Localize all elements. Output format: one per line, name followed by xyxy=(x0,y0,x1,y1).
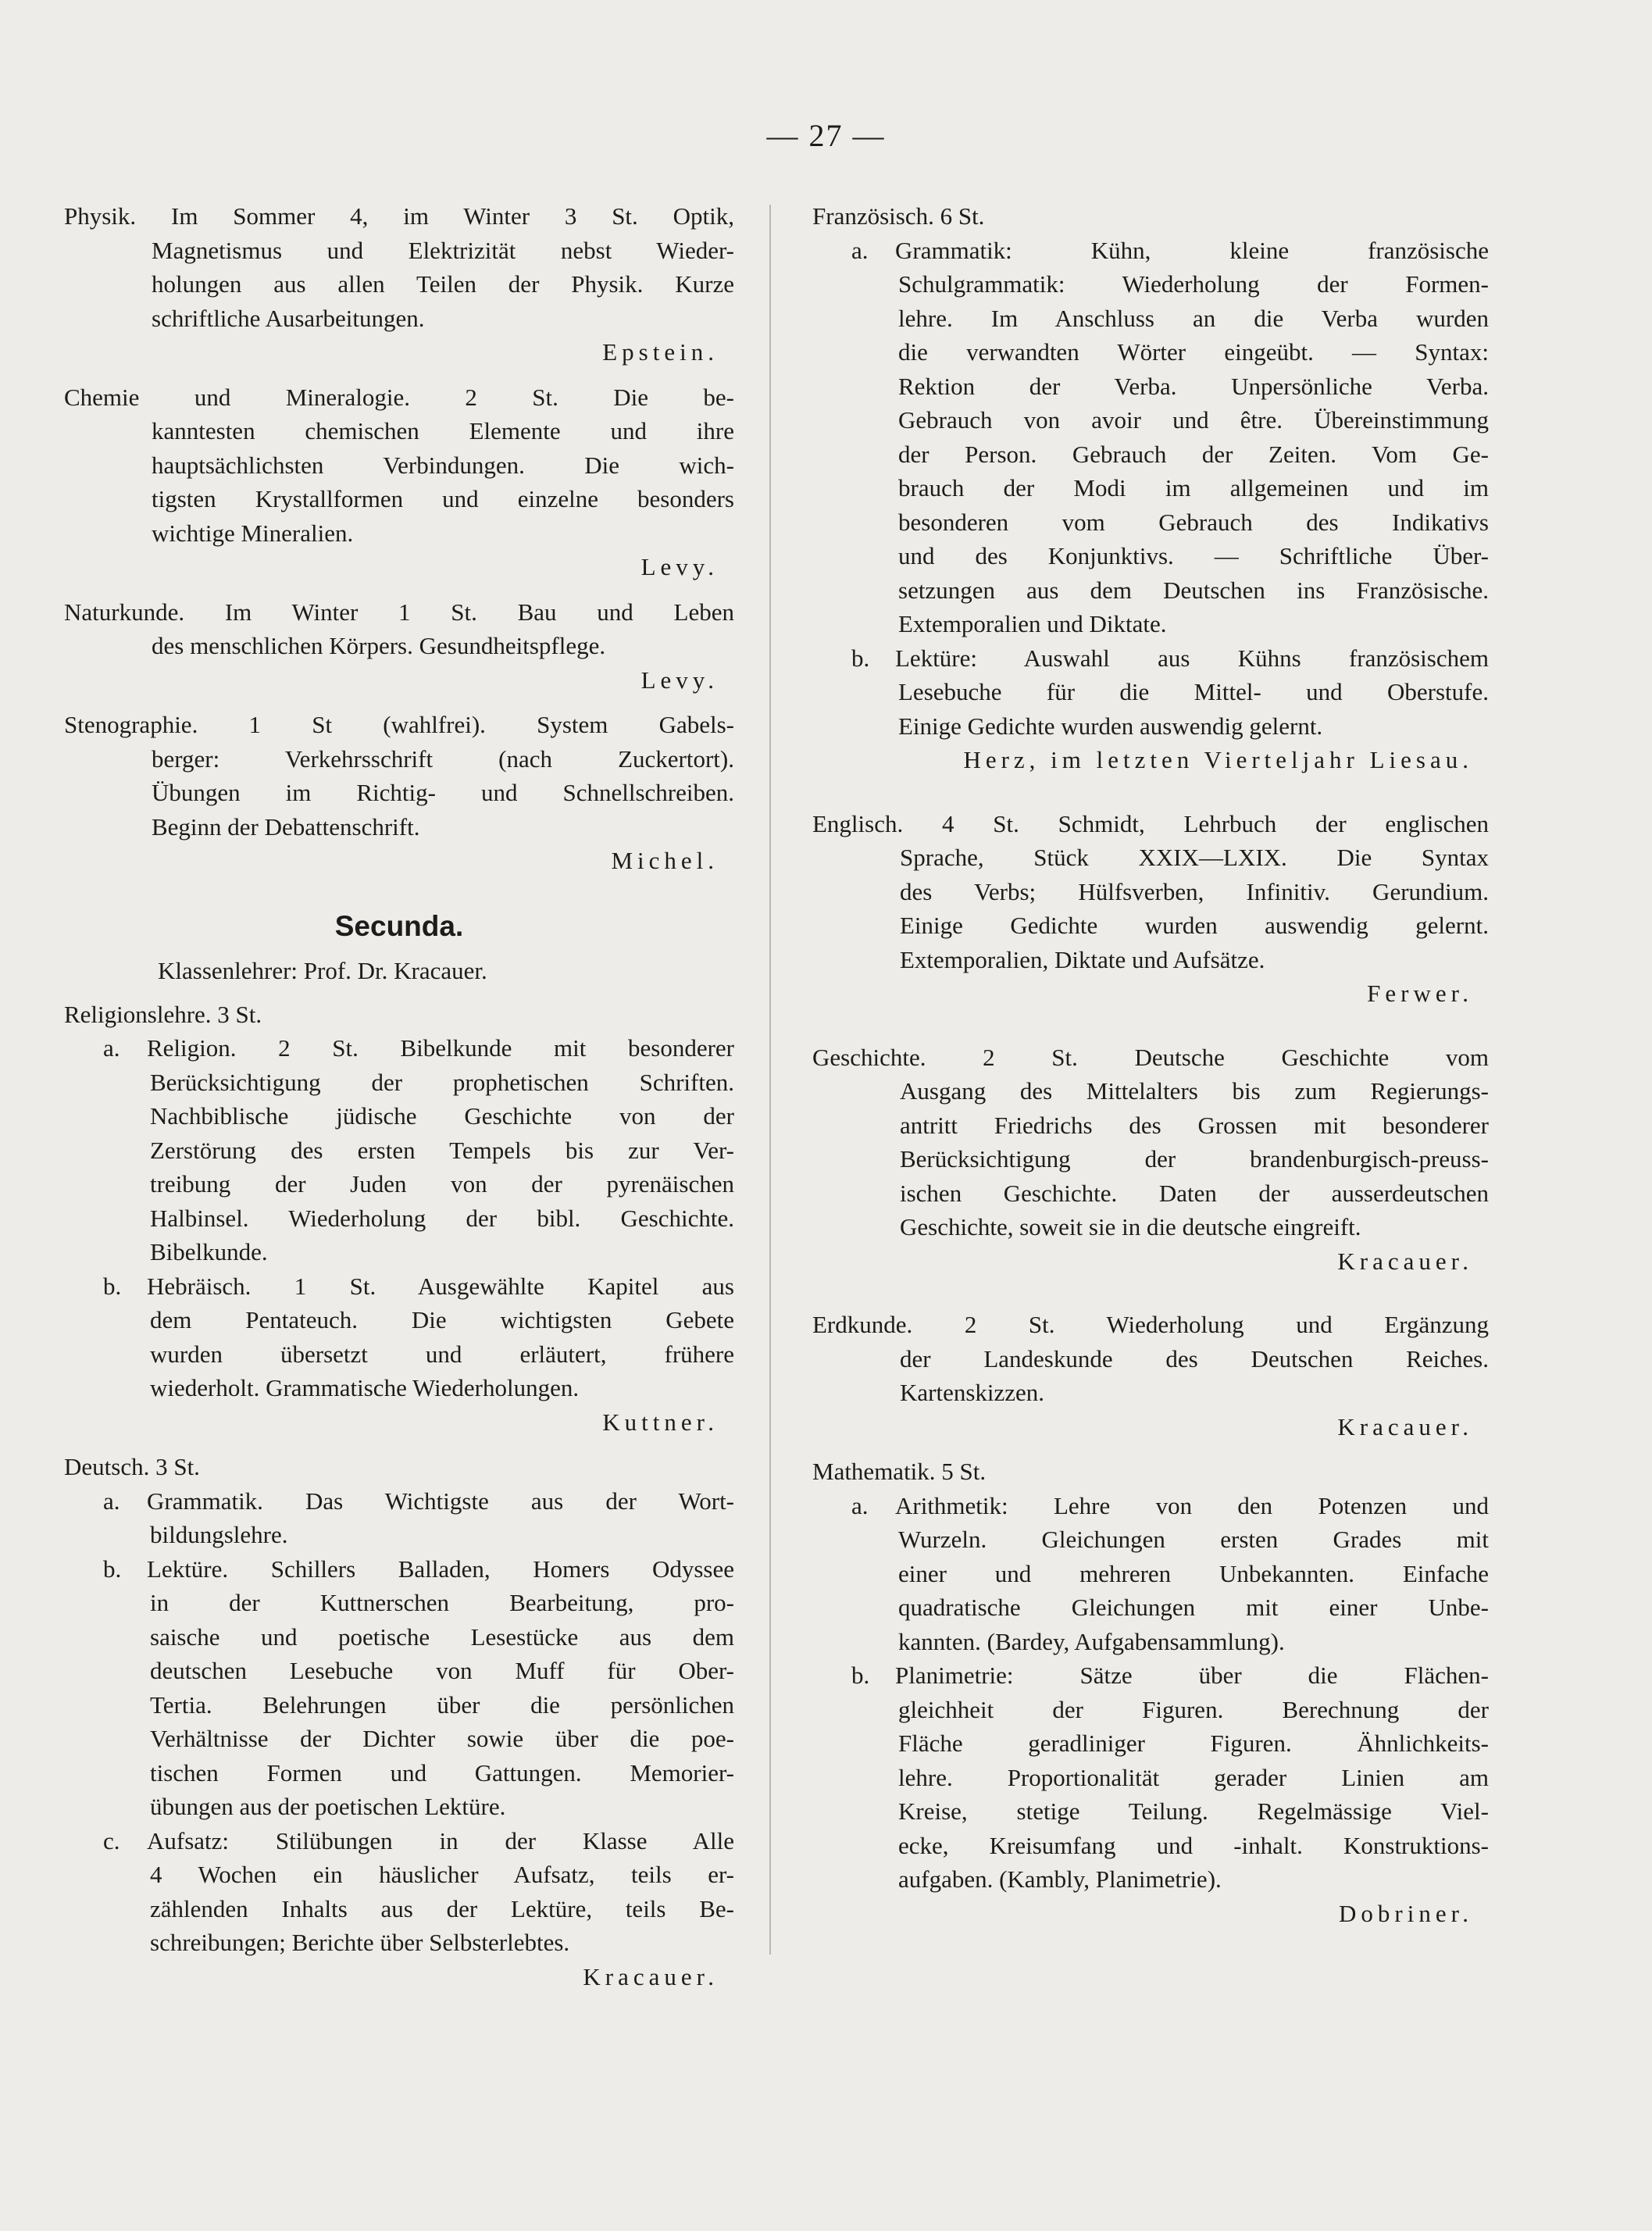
text-line: des Verbs; Hülfsverben, Infinitiv. Gerundium. xyxy=(900,877,1489,905)
item-label: b. xyxy=(103,1272,122,1300)
text-line: saische und poetische Lesestücke aus dem xyxy=(150,1622,734,1651)
mathe-a xyxy=(812,1489,1489,1659)
text-line: b. Lektüre. Schillers Balladen, Homers Odyssee xyxy=(64,1552,734,1587)
text-line: Gebrauch von avoir und être. Übereinstimmung xyxy=(898,406,1489,434)
text-line: Berücksichtigung der prophetischen Schriften. xyxy=(150,1068,734,1096)
text-line: b. Planimetrie: Sätze über die Flächen- xyxy=(812,1658,1489,1693)
deutsch-b xyxy=(64,1552,734,1824)
text-line: a. Arithmetik: Lehre von den Potenzen und xyxy=(812,1489,1489,1523)
item-label: b. xyxy=(851,1662,870,1689)
text-line: lehre. Proportionalität gerader Linien am xyxy=(898,1763,1489,1791)
text-line: tigsten Krystallformen und einzelne besonders xyxy=(152,485,734,512)
religionslehre-heading: Religionslehre. 3 St. xyxy=(64,1000,262,1028)
text-line: quadratische Gleichungen mit einer Unbe- xyxy=(898,1594,1489,1621)
author-epstein: Epstein. xyxy=(602,338,719,366)
text-line: Stenographie. 1 St (wahlfrei). System Gabels- xyxy=(64,711,734,738)
author-michel: Michel. xyxy=(611,847,719,874)
text-line: deutschen Lesebuche von Muff für Ober- xyxy=(150,1657,734,1684)
text-line: c. Aufsatz: Stilübungen in der Klasse Alle xyxy=(64,1824,734,1858)
item-label: a. xyxy=(851,1491,869,1519)
text-line: wiederholt. Grammatische Wiederholungen. xyxy=(150,1374,580,1401)
text-line: der Person. Gebrauch der Zeiten. Vom Ge- xyxy=(898,440,1489,468)
text-line: 4 Wochen ein häuslicher Aufsatz, teils er- xyxy=(150,1861,734,1888)
text-line: Einige Gedichte wurden auswendig gelernt. xyxy=(898,712,1323,740)
text-line: a. Grammatik. Das Wichtigste aus der Wort- xyxy=(64,1484,734,1519)
text-line: Kartenskizzen. xyxy=(900,1379,1045,1406)
text-line: tischen Formen und Gattungen. Memorier- xyxy=(150,1758,734,1787)
column-divider xyxy=(769,205,771,1954)
physik-entry xyxy=(64,199,734,369)
text-line: ecke, Kreisumfang und -inhalt. Konstruktions- xyxy=(898,1831,1489,1859)
text-line: treibung der Juden von der pyrenäischen xyxy=(150,1170,734,1198)
text-line: des menschlichen Körpers. Gesundheitspflege. xyxy=(152,632,606,659)
religion-a xyxy=(64,1031,734,1269)
text-line: Wurzeln. Gleichungen ersten Grades mit xyxy=(898,1526,1489,1553)
text-line: a. Grammatik: Kühn, kleine französische xyxy=(812,234,1489,268)
text-line: Berücksichtigung der brandenburgisch-preuss- xyxy=(900,1145,1489,1173)
item-label: c. xyxy=(103,1826,120,1854)
item-label: a. xyxy=(851,236,869,264)
text-line: besonderen vom Gebrauch des Indikativs xyxy=(898,508,1489,536)
text-line: Tertia. Belehrungen über die persönlichen xyxy=(150,1690,734,1719)
author-ferwer: Ferwer. xyxy=(1367,980,1473,1007)
text-line: Halbinsel. Wiederholung der bibl. Geschichte. xyxy=(150,1204,734,1232)
author-levy: Levy. xyxy=(640,553,719,580)
text-line: aufgaben. (Kambly, Planimetrie). xyxy=(898,1865,1222,1893)
deutsch-a xyxy=(64,1484,734,1552)
author-dobriner: Dobriner. xyxy=(1339,1899,1473,1927)
text-line: wurden übersetzt und erläutert, frühere xyxy=(150,1340,734,1368)
author-herz: Herz, im letzten Vierteljahr Liesau. xyxy=(963,746,1473,773)
text-line: Schulgrammatik: Wiederholung der Formen- xyxy=(898,270,1489,298)
text-line: Verhältnisse der Dichter sowie über die poe- xyxy=(150,1725,734,1752)
text-line: Ausgang des Mittelalters bis zum Regierungs- xyxy=(900,1077,1489,1105)
text-line: Lesebuche für die Mittel- und Oberstufe. xyxy=(898,678,1489,705)
text-line: kanntesten chemischen Elemente und ihre xyxy=(152,417,734,444)
item-label: b. xyxy=(851,644,870,672)
text-line: brauch der Modi im allgemeinen und im xyxy=(898,474,1489,502)
geschichte-entry xyxy=(812,1041,1489,1279)
englisch-entry xyxy=(812,807,1489,1011)
text-line: holungen aus allen Teilen der Physik. Kurze xyxy=(152,270,734,298)
author-kracauer: Kracauer. xyxy=(583,1962,719,1990)
text-line: übungen aus der poetischen Lektüre. xyxy=(150,1793,506,1820)
text-line: einer und mehreren Unbekannten. Einfache xyxy=(898,1559,1489,1587)
text-line: dem Pentateuch. Die wichtigsten Gebete xyxy=(150,1306,734,1333)
text-line: berger: Verkehrsschrift (nach Zuckertort). xyxy=(152,744,734,773)
author-kuttner: Kuttner. xyxy=(602,1408,719,1436)
erdkunde-entry xyxy=(812,1308,1489,1444)
text-line: Sprache, Stück XXIX—LXIX. Die Syntax xyxy=(900,844,1489,871)
religion-b xyxy=(64,1269,734,1405)
text-line: Einige Gedichte wurden auswendig gelernt. xyxy=(900,912,1489,939)
left-column xyxy=(64,199,734,2004)
text-line: Zerstörung des ersten Tempels bis zur Ver- xyxy=(150,1136,734,1164)
text-line: hauptsächlichsten Verbindungen. Die wich- xyxy=(152,451,734,479)
text-line: Extemporalien und Diktate. xyxy=(898,610,1167,637)
text-line: gleichheit der Figuren. Berechnung der xyxy=(898,1695,1489,1723)
chemie-entry xyxy=(64,380,734,584)
text-line: Erdkunde. 2 St. Wiederholung und Ergänzung xyxy=(812,1311,1489,1338)
text-line: kannten. (Bardey, Aufgabensammlung). xyxy=(898,1627,1285,1655)
text-line: ischen Geschichte. Daten der ausserdeutschen xyxy=(900,1179,1489,1207)
text-line: Physik. Im Sommer 4, im Winter 3 St. Optik, xyxy=(64,202,734,230)
mathe-b xyxy=(812,1658,1489,1897)
naturkunde-entry xyxy=(64,595,734,698)
text-line: Englisch. 4 St. Schmidt, Lehrbuch der englischen xyxy=(812,809,1489,837)
section-title: Secunda. xyxy=(334,909,464,942)
mathematik-heading: Mathematik. 5 St. xyxy=(812,1458,987,1485)
text-line: Bibelkunde. xyxy=(150,1238,268,1265)
religionslehre-entry xyxy=(64,998,734,1440)
klassenlehrer: Klassenlehrer: Prof. Dr. Kracauer. xyxy=(158,957,487,984)
text-line: Geschichte. 2 St. Deutsche Geschichte vom xyxy=(812,1043,1489,1071)
page-number: — 27 — xyxy=(766,118,886,153)
item-label: a. xyxy=(103,1487,120,1515)
text-line: Nachbiblische jüdische Geschichte von der xyxy=(150,1102,734,1130)
text-line: wichtige Mineralien. xyxy=(152,519,354,547)
text-line: Naturkunde. Im Winter 1 St. Bau und Leben xyxy=(64,598,734,626)
franzoesisch-entry xyxy=(812,199,1489,777)
text-line: schriftliche Ausarbeitungen. xyxy=(152,304,425,332)
text-line: b. Hebräisch. 1 St. Ausgewählte Kapitel aus xyxy=(64,1269,734,1304)
item-label: b. xyxy=(103,1555,122,1583)
author-levy-2: Levy. xyxy=(640,666,719,694)
text-line: setzungen aus dem Deutschen ins Französische. xyxy=(898,576,1489,604)
text-line: lehre. Im Anschluss an die Verba wurden xyxy=(898,304,1489,332)
text-line: a. Religion. 2 St. Bibelkunde mit besonderer xyxy=(64,1031,734,1066)
text-line: Kreise, stetige Teilung. Regelmässige Viel- xyxy=(898,1797,1489,1825)
deutsch-c xyxy=(64,1824,734,1960)
right-column xyxy=(812,199,1489,1941)
text-line: zählenden Inhalts aus der Lektüre, teils Be- xyxy=(150,1894,734,1922)
franzoesisch-heading: Französisch. 6 St. xyxy=(812,202,985,230)
text-line: Beginn der Debattenschrift. xyxy=(152,812,420,841)
text-line: und des Konjunktivs. — Schriftliche Über- xyxy=(898,542,1489,569)
text-line: Übungen im Richtig- und Schnellschreiben. xyxy=(152,779,734,806)
text-line: die verwandten Wörter eingeübt. — Syntax: xyxy=(898,338,1489,366)
item-label: a. xyxy=(103,1034,120,1062)
text-line: schreibungen; Berichte über Selbsterlebtes. xyxy=(150,1929,570,1956)
franz-b xyxy=(812,641,1489,744)
text-line: Rektion der Verba. Unpersönliche Verba. xyxy=(898,372,1489,400)
text-line: b. Lektüre: Auswahl aus Kühns französischem xyxy=(812,641,1489,676)
text-line: Extemporalien, Diktate und Aufsätze. xyxy=(900,945,1265,973)
deutsch-entry xyxy=(64,1450,734,1994)
text-line: bildungslehre. xyxy=(150,1521,288,1548)
stenographie-entry xyxy=(64,708,734,878)
text-line: Geschichte, soweit sie in die deutsche eingreift. xyxy=(900,1213,1361,1240)
franz-a xyxy=(812,234,1489,641)
text-line: antritt Friedrichs des Grossen mit besonderer xyxy=(900,1111,1489,1139)
text-line: Magnetismus und Elektrizität nebst Wieder- xyxy=(152,236,734,264)
mathematik-entry xyxy=(812,1455,1489,1930)
text-line: Chemie und Mineralogie. 2 St. Die be- xyxy=(64,383,734,411)
text-line: Fläche geradliniger Figuren. Ähnlichkeits- xyxy=(898,1729,1489,1757)
author-kracauer-3: Kracauer. xyxy=(1337,1412,1473,1440)
text-line: in der Kuttnerschen Bearbeitung, pro- xyxy=(150,1589,734,1616)
author-kracauer-2: Kracauer. xyxy=(1337,1247,1473,1275)
deutsch-heading: Deutsch. 3 St. xyxy=(64,1453,200,1480)
text-line: der Landeskunde des Deutschen Reiches. xyxy=(900,1344,1489,1373)
